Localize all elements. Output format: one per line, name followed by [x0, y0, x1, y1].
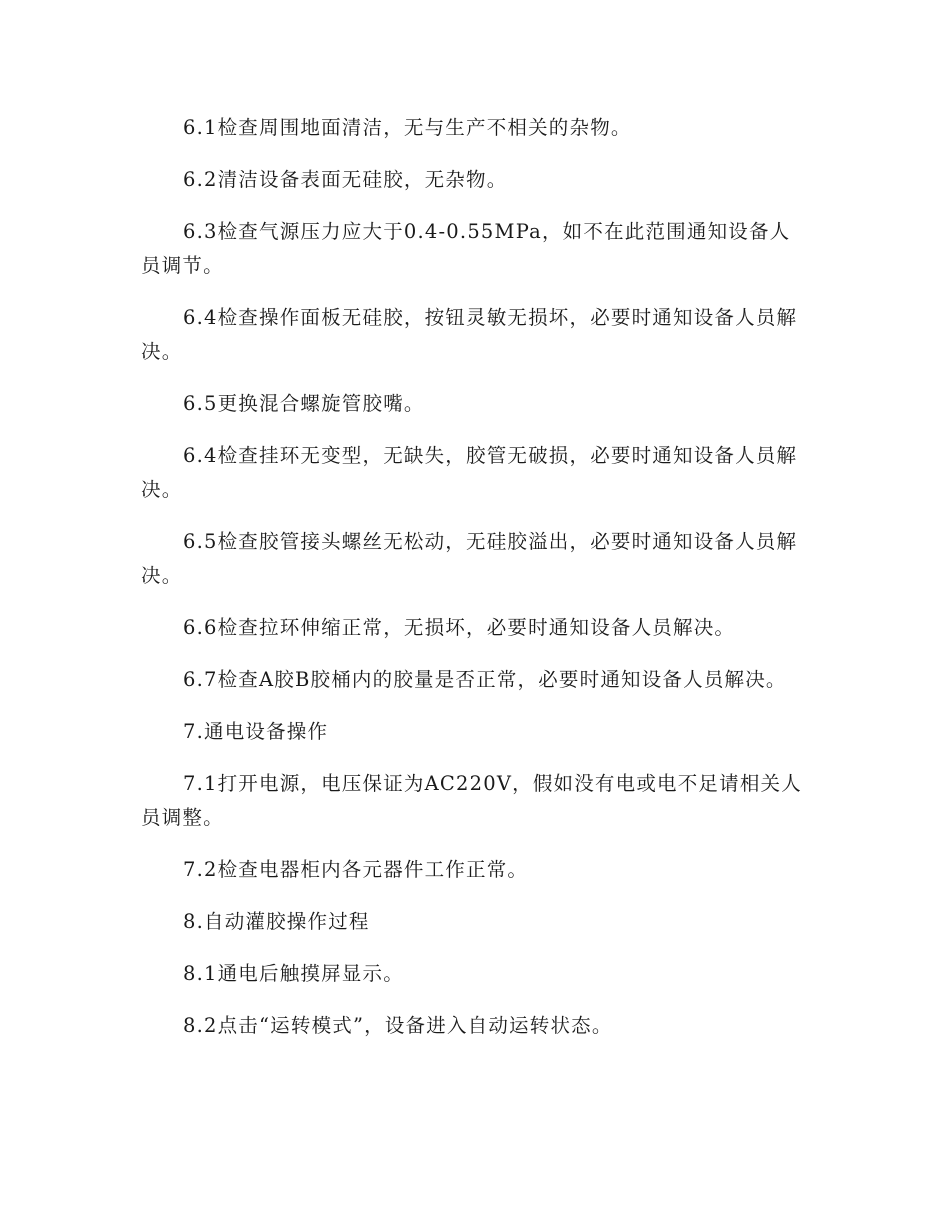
paragraph-6-3: 6.3检查气源压力应大于0.4-0.55MPa，如不在此范围通知设备人员调节。: [141, 220, 791, 277]
paragraph-6-2: 6.2清洁设备表面无硅胶，无杂物。: [183, 168, 508, 191]
paragraph-7-1: 7.1打开电源，电压保证为AC220V，假如没有电或电不足请相关人员调整。: [141, 772, 802, 829]
document-body: [141, 111, 809, 1061]
paragraph-8-2: 8.2点击“运转模式”，设备进入自动运转状态。: [183, 1014, 613, 1037]
paragraph-8-1: 8.1通电后触摸屏显示。: [183, 962, 404, 985]
section-heading-8: 8.自动灌胶操作过程: [183, 910, 370, 933]
paragraph-7-2: 7.2检查电器柜内各元器件工作正常。: [183, 858, 529, 881]
paragraph-6-6: 6.6检查拉环伸缩正常，无损坏，必要时通知设备人员解决。: [183, 616, 736, 639]
paragraph-6-4-second: 6.4检查挂环无变型，无缺失，胶管无破损，必要时通知设备人员解决。: [141, 444, 798, 501]
section-heading-7: 7.通电设备操作: [183, 720, 329, 743]
paragraph-6-5: 6.5更换混合螺旋管胶嘴。: [183, 392, 425, 415]
paragraph-6-7: 6.7检查A胶B胶桶内的胶量是否正常，必要时通知设备人员解决。: [183, 668, 787, 691]
paragraph-6-4: 6.4检查操作面板无硅胶，按钮灵敏无损坏，必要时通知设备人员解决。: [141, 306, 798, 363]
paragraph-6-1: 6.1检查周围地面清洁，无与生产不相关的杂物。: [183, 116, 632, 139]
paragraph-6-5-second: 6.5检查胶管接头螺丝无松动，无硅胶溢出，必要时通知设备人员解决。: [141, 530, 798, 587]
